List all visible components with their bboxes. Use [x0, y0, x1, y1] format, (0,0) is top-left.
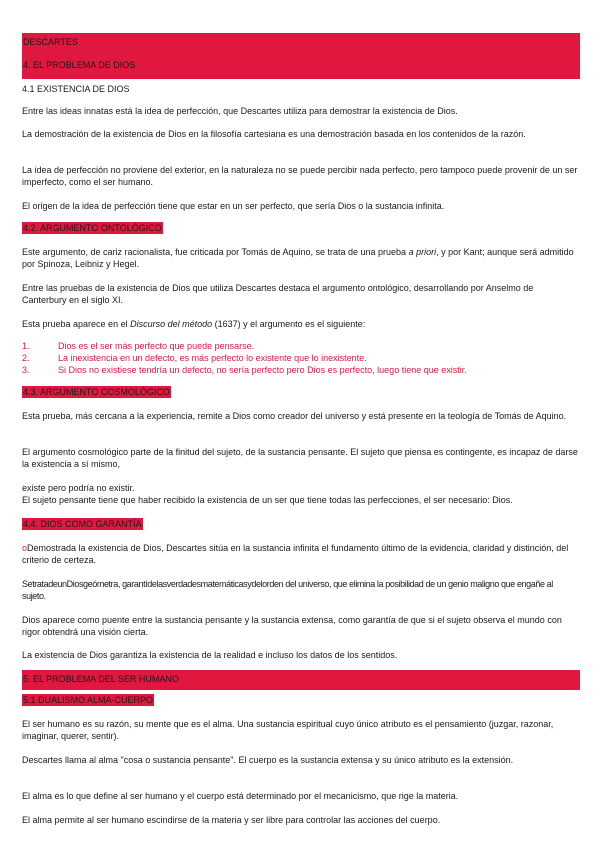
list-item-number: 2. [22, 353, 30, 363]
list-item-number: 3. [22, 365, 30, 375]
section-4-3-heading-wrap [22, 386, 578, 398]
s41-paragraph-1: Entre las ideas innatas está la idea de perfección, que Descartes utiliza para demostrar la existencia de Dios. [22, 106, 458, 116]
s41-paragraph-2: La demostración de la existencia de Dios en la filosofía cartesiana es una demostración basada en los contenidos de la razón. [22, 129, 526, 139]
s5-paragraph-3: El alma es lo que define al ser humano y el cuerpo está determinado por el mecanicismo, que rige la materia. [22, 791, 459, 801]
s5-paragraph-2: Descartes llama al alma "cosa o sustancia pensante". El cuerpo es la sustancia extensa y su único atributo es la extensión. [22, 755, 514, 765]
section-4-1-heading: 4.1 EXISTENCIA DE DIOS [22, 84, 130, 94]
section-4-4-heading-wrap [22, 518, 578, 530]
section-5-1-heading: 5.1 DUALISMO ALMA-CUERPO [23, 695, 154, 705]
s43-paragraph-1: Esta prueba, más cercana a la experiencia, remite a Dios como creador del universo y está presente en la teología de Tomás de Aquino. [22, 411, 567, 421]
s5-paragraph-1: El ser humano es su razón, su mente que es el alma. Una sustancia espiritual cuyo único atributo es el pensamiento (juzgar, razonar, imaginar, querer, sentir). [22, 719, 554, 741]
section-4-2-heading: 4.2. ARGUMENTO ONTOLÓGICO [23, 223, 162, 233]
s42-paragraph-1 [22, 246, 578, 270]
document-title: DESCARTES [23, 37, 78, 47]
chapter-4-title: 4. EL PROBLEMA DE DIOS [23, 60, 136, 70]
s44-paragraph-1 [22, 542, 578, 566]
s42-p1-a: Este argumento, de cariz racionalista, fue criticada por Tomás de Aquino, se trata de una prueba [22, 247, 409, 257]
s44-paragraph-3: Dios aparece como puente entre la sustancia pensante y la sustancia extensa, como garantía de que si el sujeto observa el mundo con rigor obtendrá una visión cierta. [22, 615, 562, 637]
s41-paragraph-4: El origen de la idea de perfección tiene que estar en un ser perfecto, que sería Dios o la sustancia infinita. [22, 201, 445, 211]
s43-paragraph-3: existe pero podría no existir. [22, 483, 135, 493]
list-item-text: Si Dios no existiese tendría un defecto, no sería perfecto pero Dios es perfecto, luego tiene que existir. [58, 365, 467, 375]
s42-p1-b: , y por Kant; aunque será admitido por Spinoza, Leibniz y Hegel. [22, 247, 574, 269]
section-4-2-heading-wrap [22, 222, 578, 234]
s42-p3-b: (1637) y el argumento es el siguiente: [212, 319, 366, 329]
section-4-3-heading: 4.3. ARGUMENTO COSMOLÓGICO [23, 387, 170, 397]
s44-paragraph-4: La existencia de Dios garantiza la existencia de la realidad e incluso los datos de los sentidos. [22, 650, 398, 660]
s43-paragraph-4: El sujeto pensante tiene que haber recibido la existencia de un ser que tiene todas las perfecciones, el ser necesario: Dios. [22, 495, 513, 505]
s44-p1-text: Demostrada la existencia de Dios, Descartes sitúa en la sustancia infinita el fundamento último de la evidencia, claridad y distinción, del criterio de certeza. [22, 543, 569, 565]
list-item-text: La inexistencia en un defecto, es más perfecto lo existente que lo inexistente. [58, 353, 367, 363]
document-title-band [22, 33, 580, 53]
chapter-5-title: 5. EL PROBLEMA DEL SER HUMANO [23, 674, 179, 684]
s5-paragraph-4: El alma permite al ser humano escindirse de la materia y ser libre para controlar las acciones del cuerpo. [22, 815, 441, 825]
s42-paragraph-3 [22, 318, 578, 330]
s42-p3-em: Discurso del método [130, 319, 213, 329]
list-item-text: Dios es el ser más perfecto que puede pensarse. [58, 341, 255, 351]
s41-paragraph-3: La idea de perfección no proviene del exterior, en la naturaleza no se puede percibir nada perfecto, pero tampoco puede provenir de un ser imperfecto, como el ser humano. [22, 165, 578, 187]
s42-p1-em: a priori [408, 247, 437, 257]
s44-paragraph-2: SetratadeunDiosgeómetra, garantídelasverdadesmatemáticasydelorden del universo, que elimina la posibilidad de un genio maligno que engañe al sujeto. [22, 579, 553, 601]
s42-p3-a: Esta prueba aparece en el [22, 319, 131, 329]
section-4-4-heading: 4.4. DIOS COMO GARANTÍA [23, 519, 142, 529]
s43-paragraph-2: El argumento cosmológico parte de la finitud del sujeto, de la sustancia pensante. El sujeto que piensa es contingente, es incapaz de darse la existencia a sí mismo, [22, 447, 578, 469]
chapter-5-band [22, 670, 580, 690]
s42-paragraph-2: Entre las pruebas de la existencia de Dios que utiliza Descartes destaca el argumento ontológico, desarrollando por Anselmo de Canterbury en el siglo XI. [22, 283, 534, 305]
bullet-icon: o [22, 543, 28, 553]
chapter-4-band [22, 53, 580, 79]
list-item-number: 1. [22, 341, 30, 351]
section-5-1-heading-wrap [22, 694, 578, 706]
